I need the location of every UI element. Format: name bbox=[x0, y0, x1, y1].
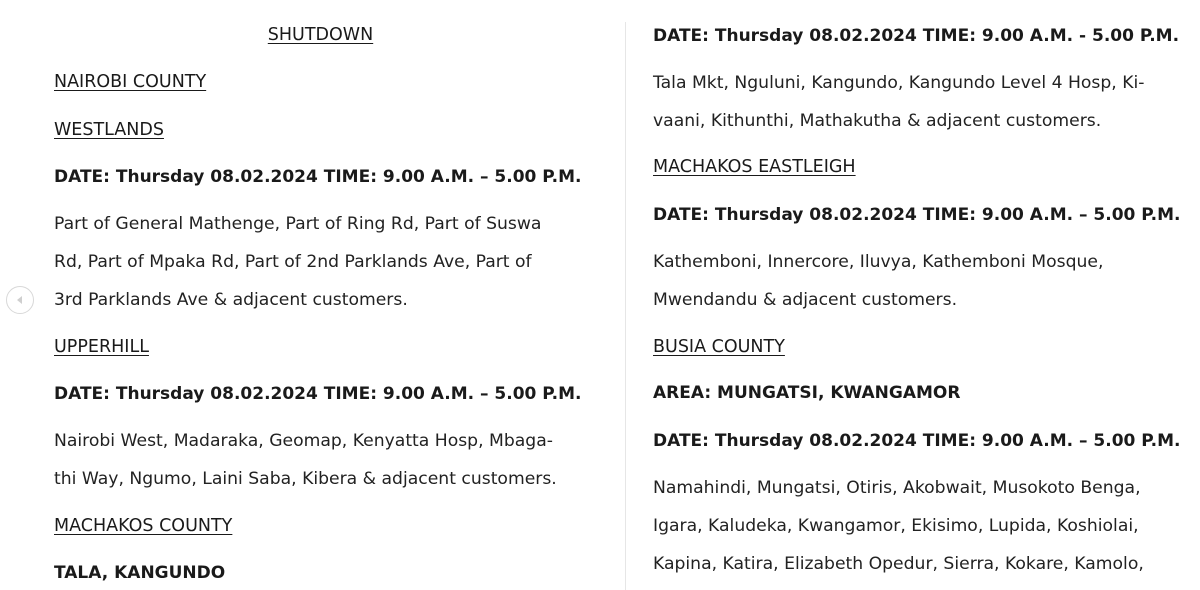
upperhill-heading: UPPERHILL bbox=[54, 337, 149, 357]
westlands-areas-line: Rd, Part of Mpaka Rd, Part of 2nd Parklands Ave, Part of bbox=[54, 252, 532, 272]
westlands-date: DATE: Thursday 08.02.2024 TIME: 9.00 A.M. – 5.00 P.M. bbox=[54, 167, 582, 187]
shutdown-title: SHUTDOWN bbox=[267, 25, 374, 45]
busia-areas-line: Igara, Kaludeka, Kwangamor, Ekisimo, Lupida, Koshiolai, bbox=[653, 516, 1139, 536]
busia-county-heading: BUSIA COUNTY bbox=[653, 337, 785, 357]
eastleigh-date: DATE: Thursday 08.02.2024 TIME: 9.00 A.M. – 5.00 P.M. bbox=[653, 205, 1181, 225]
column-divider bbox=[625, 22, 626, 590]
eastleigh-areas-line: Mwendandu & adjacent customers. bbox=[653, 290, 958, 310]
previous-page-button[interactable] bbox=[6, 286, 34, 314]
busia-areas-line: Kapina, Katira, Elizabeth Opedur, Sierra, Kokare, Kamolo, bbox=[653, 554, 1144, 574]
chevron-left-icon bbox=[14, 294, 26, 306]
left-column bbox=[54, 0, 599, 590]
westlands-heading: WESTLANDS bbox=[54, 120, 164, 140]
machakos-county-heading: MACHAKOS COUNTY bbox=[54, 516, 233, 536]
upperhill-areas-line: Nairobi West, Madaraka, Geomap, Kenyatta Hosp, Mbaga- bbox=[54, 431, 553, 451]
busia-areas-line: Namahindi, Mungatsi, Otiris, Akobwait, Musokoto Benga, bbox=[653, 478, 1141, 498]
tala-date: DATE: Thursday 08.02.2024 TIME: 9.00 A.M. - 5.00 P.M. bbox=[653, 26, 1180, 46]
upperhill-date: DATE: Thursday 08.02.2024 TIME: 9.00 A.M. – 5.00 P.M. bbox=[54, 384, 582, 404]
tala-kangundo-heading: TALA, KANGUNDO bbox=[54, 563, 226, 583]
westlands-areas-line: 3rd Parklands Ave & adjacent customers. bbox=[54, 290, 408, 310]
nairobi-county-heading: NAIROBI COUNTY bbox=[54, 72, 207, 92]
westlands-areas-line: Part of General Mathenge, Part of Ring Rd, Part of Suswa bbox=[54, 214, 542, 234]
busia-date: DATE: Thursday 08.02.2024 TIME: 9.00 A.M. – 5.00 P.M. bbox=[653, 431, 1181, 451]
tala-areas-line: vaani, Kithunthi, Mathakutha & adjacent customers. bbox=[653, 111, 1102, 131]
right-column bbox=[653, 0, 1193, 590]
machakos-eastleigh-heading: MACHAKOS EASTLEIGH bbox=[653, 157, 856, 177]
tala-areas-line: Tala Mkt, Nguluni, Kangundo, Kangundo Level 4 Hosp, Ki- bbox=[653, 73, 1145, 93]
busia-area: AREA: MUNGATSI, KWANGAMOR bbox=[653, 383, 961, 403]
upperhill-areas-line: thi Way, Ngumo, Laini Saba, Kibera & adjacent customers. bbox=[54, 469, 557, 489]
eastleigh-areas-line: Kathemboni, Innercore, Iluvya, Kathemboni Mosque, bbox=[653, 252, 1104, 272]
